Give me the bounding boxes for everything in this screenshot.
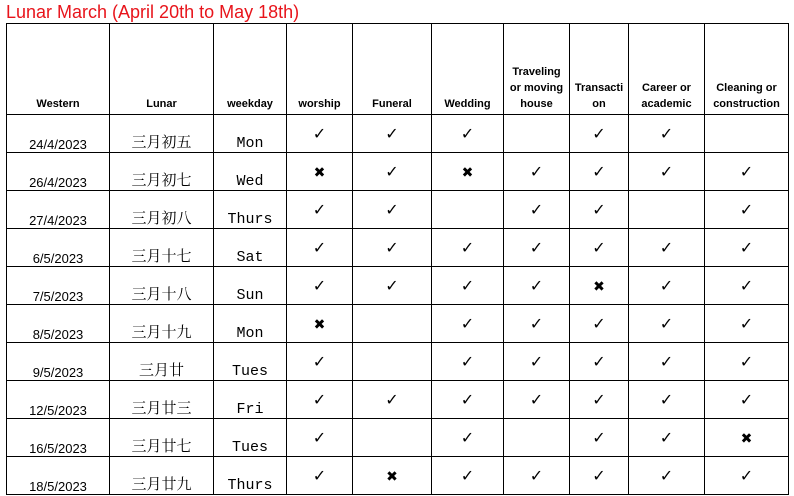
check-icon: ✓ xyxy=(460,124,475,143)
check-icon: ✓ xyxy=(739,200,754,219)
cell-weekday: Wed xyxy=(214,153,287,191)
cell-traveling xyxy=(504,305,570,343)
check-icon: ✓ xyxy=(529,238,544,257)
cell-transaction xyxy=(570,381,629,419)
check-icon: ✓ xyxy=(592,238,606,257)
cell-career xyxy=(629,343,705,381)
cell-career xyxy=(629,381,705,419)
cell-lunar-date: 三月廿三 xyxy=(110,381,214,419)
cell-traveling xyxy=(504,153,570,191)
cell-western-date: 8/5/2023 xyxy=(7,305,110,343)
table-row xyxy=(7,381,789,419)
cell-worship xyxy=(287,305,353,343)
cell-weekday: Mon xyxy=(214,115,287,153)
cell-transaction xyxy=(570,115,629,153)
check-icon: ✓ xyxy=(659,238,674,257)
cell-western-date: 7/5/2023 xyxy=(7,267,110,305)
check-icon: ✓ xyxy=(739,352,754,371)
cell-western-date: 27/4/2023 xyxy=(7,191,110,229)
header-weekday: weekday xyxy=(214,24,287,115)
cell-career xyxy=(629,115,705,153)
check-icon: ✓ xyxy=(312,352,327,371)
cell-wedding xyxy=(432,229,504,267)
table-row xyxy=(7,343,789,381)
check-icon: ✓ xyxy=(592,390,606,409)
check-icon: ✓ xyxy=(739,162,754,181)
cell-cleaning xyxy=(705,267,789,305)
check-icon: ✓ xyxy=(659,466,674,485)
cell-wedding xyxy=(432,343,504,381)
cell-weekday: Mon xyxy=(214,305,287,343)
cell-weekday: Fri xyxy=(214,381,287,419)
cell-wedding xyxy=(432,153,504,191)
check-icon: ✓ xyxy=(529,200,544,219)
check-icon: ✓ xyxy=(739,390,754,409)
check-icon: ✓ xyxy=(659,276,674,295)
cell-cleaning xyxy=(705,343,789,381)
cell-wedding xyxy=(432,267,504,305)
check-icon: ✓ xyxy=(529,466,544,485)
cell-cleaning xyxy=(705,381,789,419)
cell-wedding xyxy=(432,191,504,229)
cell-transaction xyxy=(570,457,629,495)
cell-traveling xyxy=(504,343,570,381)
cell-worship xyxy=(287,153,353,191)
header-career: Career or academic xyxy=(629,24,705,115)
cell-traveling xyxy=(504,229,570,267)
check-icon: ✓ xyxy=(312,200,327,219)
header-funeral: Funeral xyxy=(353,24,432,115)
cell-transaction xyxy=(570,419,629,457)
cell-funeral xyxy=(353,305,432,343)
cell-wedding xyxy=(432,419,504,457)
header-lunar: Lunar xyxy=(110,24,214,115)
check-icon: ✓ xyxy=(592,466,606,485)
cell-cleaning xyxy=(705,153,789,191)
check-icon: ✓ xyxy=(659,390,674,409)
cell-western-date: 6/5/2023 xyxy=(7,229,110,267)
cell-career xyxy=(629,305,705,343)
check-icon: ✓ xyxy=(739,314,754,333)
cell-worship xyxy=(287,267,353,305)
cell-funeral xyxy=(353,191,432,229)
table-row xyxy=(7,229,789,267)
cross-icon: ✖ xyxy=(313,165,326,181)
cell-lunar-date: 三月十九 xyxy=(110,305,214,343)
check-icon: ✓ xyxy=(312,390,327,409)
cell-weekday: Sat xyxy=(214,229,287,267)
check-icon: ✓ xyxy=(460,352,475,371)
cross-icon: ✖ xyxy=(386,469,398,485)
check-icon: ✓ xyxy=(739,466,754,485)
cell-western-date: 24/4/2023 xyxy=(7,115,110,153)
cell-cleaning xyxy=(705,457,789,495)
header-row xyxy=(7,24,789,115)
check-icon: ✓ xyxy=(592,124,606,143)
table-row xyxy=(7,153,789,191)
cell-transaction xyxy=(570,305,629,343)
check-icon: ✓ xyxy=(312,466,327,485)
check-icon: ✓ xyxy=(592,162,606,181)
cell-funeral xyxy=(353,381,432,419)
check-icon: ✓ xyxy=(659,314,674,333)
check-icon: ✓ xyxy=(460,466,475,485)
check-icon: ✓ xyxy=(529,352,544,371)
cell-cleaning xyxy=(705,305,789,343)
check-icon: ✓ xyxy=(385,276,399,295)
check-icon: ✓ xyxy=(312,428,327,447)
header-worship: worship xyxy=(287,24,353,115)
check-icon: ✓ xyxy=(529,390,544,409)
check-icon: ✓ xyxy=(739,276,754,295)
cell-career xyxy=(629,153,705,191)
cell-worship xyxy=(287,191,353,229)
cell-funeral xyxy=(353,153,432,191)
cell-cleaning xyxy=(705,419,789,457)
cell-worship xyxy=(287,419,353,457)
table-body xyxy=(7,115,789,495)
calendar-table xyxy=(6,23,789,495)
check-icon: ✓ xyxy=(385,124,399,143)
check-icon: ✓ xyxy=(385,200,399,219)
table-row xyxy=(7,457,789,495)
cell-lunar-date: 三月十八 xyxy=(110,267,214,305)
check-icon: ✓ xyxy=(592,428,606,447)
cell-western-date: 26/4/2023 xyxy=(7,153,110,191)
table-row xyxy=(7,115,789,153)
cell-career xyxy=(629,267,705,305)
check-icon: ✓ xyxy=(460,428,475,447)
cell-career xyxy=(629,229,705,267)
header-cleaning: Cleaning or construction xyxy=(705,24,789,115)
cell-transaction xyxy=(570,343,629,381)
cell-wedding xyxy=(432,457,504,495)
cell-lunar-date: 三月廿 xyxy=(110,343,214,381)
header-wedding: Wedding xyxy=(432,24,504,115)
cell-worship xyxy=(287,343,353,381)
cell-lunar-date: 三月廿九 xyxy=(110,457,214,495)
check-icon: ✓ xyxy=(592,314,606,333)
check-icon: ✓ xyxy=(312,238,327,257)
check-icon: ✓ xyxy=(460,238,475,257)
cell-transaction xyxy=(570,153,629,191)
cell-traveling xyxy=(504,419,570,457)
cell-career xyxy=(629,457,705,495)
check-icon: ✓ xyxy=(592,352,606,371)
cross-icon: ✖ xyxy=(461,165,474,181)
check-icon: ✓ xyxy=(529,162,544,181)
cell-lunar-date: 三月初七 xyxy=(110,153,214,191)
cell-worship xyxy=(287,229,353,267)
cell-wedding xyxy=(432,305,504,343)
cell-career xyxy=(629,191,705,229)
cross-icon: ✖ xyxy=(313,317,326,333)
cell-lunar-date: 三月初八 xyxy=(110,191,214,229)
check-icon: ✓ xyxy=(659,428,674,447)
cell-western-date: 18/5/2023 xyxy=(7,457,110,495)
cell-worship xyxy=(287,115,353,153)
check-icon: ✓ xyxy=(659,352,674,371)
cell-career xyxy=(629,419,705,457)
cell-transaction xyxy=(570,267,629,305)
check-icon: ✓ xyxy=(312,276,327,295)
check-icon: ✓ xyxy=(529,276,544,295)
check-icon: ✓ xyxy=(592,200,606,219)
cell-western-date: 9/5/2023 xyxy=(7,343,110,381)
cell-worship xyxy=(287,457,353,495)
cell-cleaning xyxy=(705,115,789,153)
cross-icon: ✖ xyxy=(740,431,753,447)
cell-weekday: Tues xyxy=(214,419,287,457)
check-icon: ✓ xyxy=(385,390,399,409)
header-western: Western xyxy=(7,24,110,115)
header-traveling: Traveling or moving house xyxy=(504,24,570,115)
cell-weekday: Thurs xyxy=(214,191,287,229)
cell-funeral xyxy=(353,229,432,267)
table-row xyxy=(7,191,789,229)
cell-cleaning xyxy=(705,229,789,267)
cell-funeral xyxy=(353,267,432,305)
cell-traveling xyxy=(504,115,570,153)
cell-traveling xyxy=(504,191,570,229)
cell-western-date: 12/5/2023 xyxy=(7,381,110,419)
table-row xyxy=(7,305,789,343)
cell-weekday: Sun xyxy=(214,267,287,305)
cell-traveling xyxy=(504,267,570,305)
check-icon: ✓ xyxy=(460,276,475,295)
check-icon: ✓ xyxy=(460,314,475,333)
check-icon: ✓ xyxy=(460,390,475,409)
cell-funeral xyxy=(353,115,432,153)
cell-lunar-date: 三月十七 xyxy=(110,229,214,267)
cell-cleaning xyxy=(705,191,789,229)
cell-transaction xyxy=(570,191,629,229)
cell-funeral xyxy=(353,457,432,495)
check-icon: ✓ xyxy=(739,238,754,257)
cell-funeral xyxy=(353,419,432,457)
check-icon: ✓ xyxy=(659,124,674,143)
cell-lunar-date: 三月廿七 xyxy=(110,419,214,457)
cell-lunar-date: 三月初五 xyxy=(110,115,214,153)
table-row xyxy=(7,267,789,305)
cell-transaction xyxy=(570,229,629,267)
cell-wedding xyxy=(432,381,504,419)
cell-western-date: 16/5/2023 xyxy=(7,419,110,457)
cell-weekday: Tues xyxy=(214,343,287,381)
cell-funeral xyxy=(353,343,432,381)
check-icon: ✓ xyxy=(385,238,399,257)
cross-icon: ✖ xyxy=(593,279,605,295)
check-icon: ✓ xyxy=(385,162,399,181)
check-icon: ✓ xyxy=(312,124,327,143)
cell-worship xyxy=(287,381,353,419)
table-row xyxy=(7,419,789,457)
cell-wedding xyxy=(432,115,504,153)
cell-traveling xyxy=(504,457,570,495)
page-title: Lunar March (April 20th to May 18th) xyxy=(6,2,300,22)
cell-traveling xyxy=(504,381,570,419)
check-icon: ✓ xyxy=(659,162,674,181)
cell-weekday: Thurs xyxy=(214,457,287,495)
check-icon: ✓ xyxy=(529,314,544,333)
header-transaction: Transaction xyxy=(570,24,629,115)
